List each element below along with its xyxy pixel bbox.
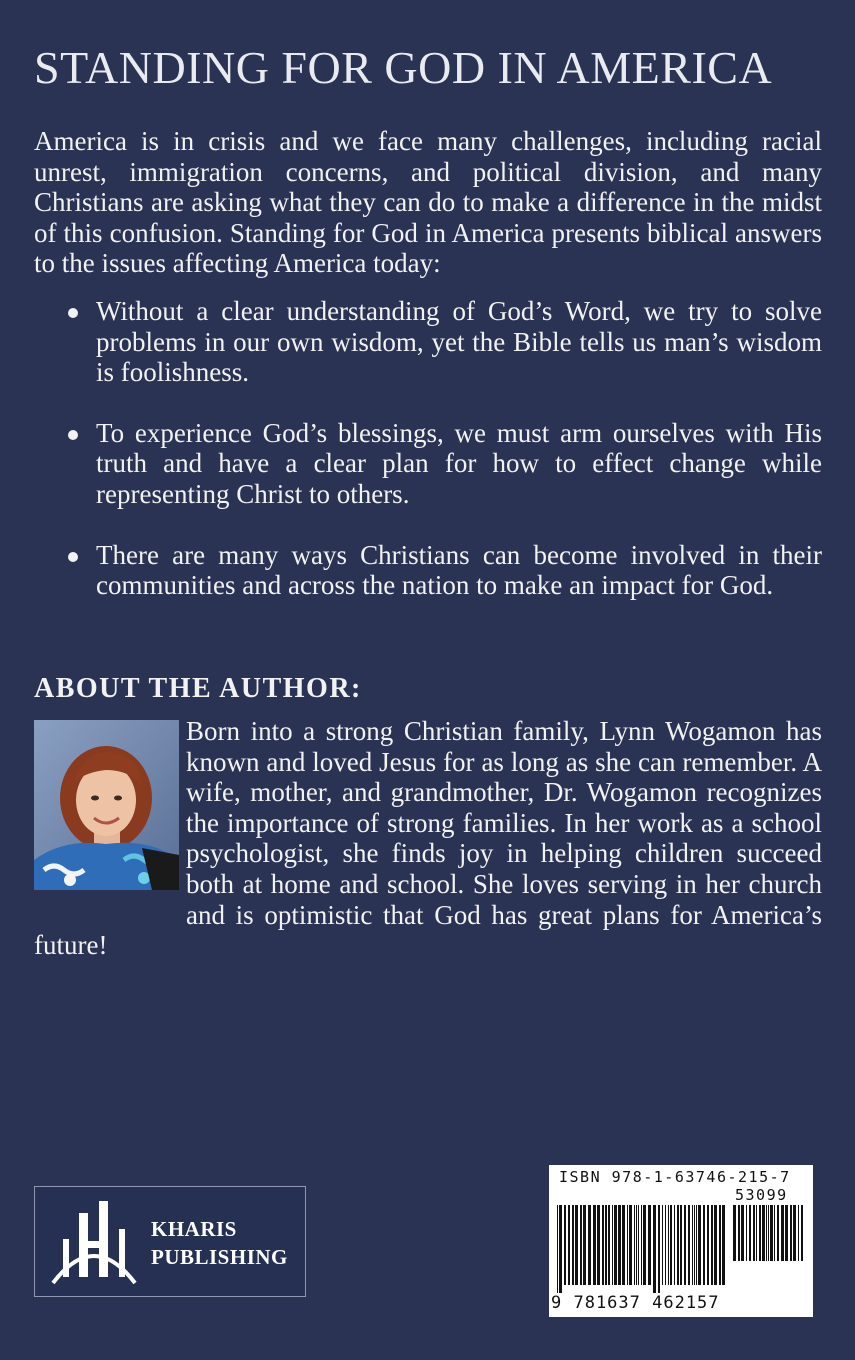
addon-barcode-bars-icon — [733, 1205, 805, 1269]
about-author-text: Born into a strong Christian family, Lynn Wogamon has known and loved Jesus for as long as she can remember. A wife, mother, and grandmother, Dr. Wogamon recognizes the importance of strong families. In her work as a school psychologist, she finds joy in helping children succeed both at home and school. She loves serving in her church and is optimistic that God has great plans for America’s future! — [34, 716, 822, 961]
about-author-heading: ABOUT THE AUTHOR: — [34, 673, 362, 704]
key-point-text: To experience God’s blessings, we must arm ourselves with His truth and have a clear plan for how to effect change while representing Christ to others. — [96, 417, 822, 509]
key-points-list — [60, 296, 822, 601]
isbn-barcode — [549, 1165, 813, 1317]
author-photo — [34, 720, 179, 890]
key-point-text: Without a clear understanding of God’s Word, we try to solve problems in our own wisdom, yet the Bible tells us man’s wisdom is foolishness. — [96, 296, 822, 388]
isbn-label: ISBN 978-1-63746-215-7 — [559, 1168, 791, 1186]
publisher-name-line2: PUBLISHING — [151, 1245, 288, 1269]
key-point-item — [60, 540, 822, 601]
publisher-logo-box — [34, 1186, 306, 1297]
publisher-name-line1: KHARIS — [151, 1217, 237, 1241]
intro-paragraph: America is in crisis and we face many challenges, including racial unrest, immigration concerns, and political division, and many Christians are asking what they can do to make a difference in the midst of this confusion. Standing for God in America presents biblical answers to the issues affecting America today: — [34, 126, 822, 279]
publisher-name — [151, 1215, 288, 1271]
bullet-dot-icon — [68, 430, 78, 440]
kharis-logo-icon — [49, 1199, 139, 1285]
key-point-item — [60, 418, 822, 510]
key-point-text: There are many ways Christians can become involved in their communities and across the nation to make an impact for God. — [96, 539, 822, 601]
book-title: STANDING FOR GOD IN AMERICA — [34, 42, 773, 93]
bullet-dot-icon — [68, 552, 78, 562]
bullet-dot-icon — [68, 308, 78, 318]
price-code: 53099 — [735, 1186, 788, 1204]
barcode-digits: 9 781637 462157 — [551, 1293, 720, 1313]
barcode-bars-icon — [557, 1205, 729, 1293]
key-point-item — [60, 296, 822, 388]
